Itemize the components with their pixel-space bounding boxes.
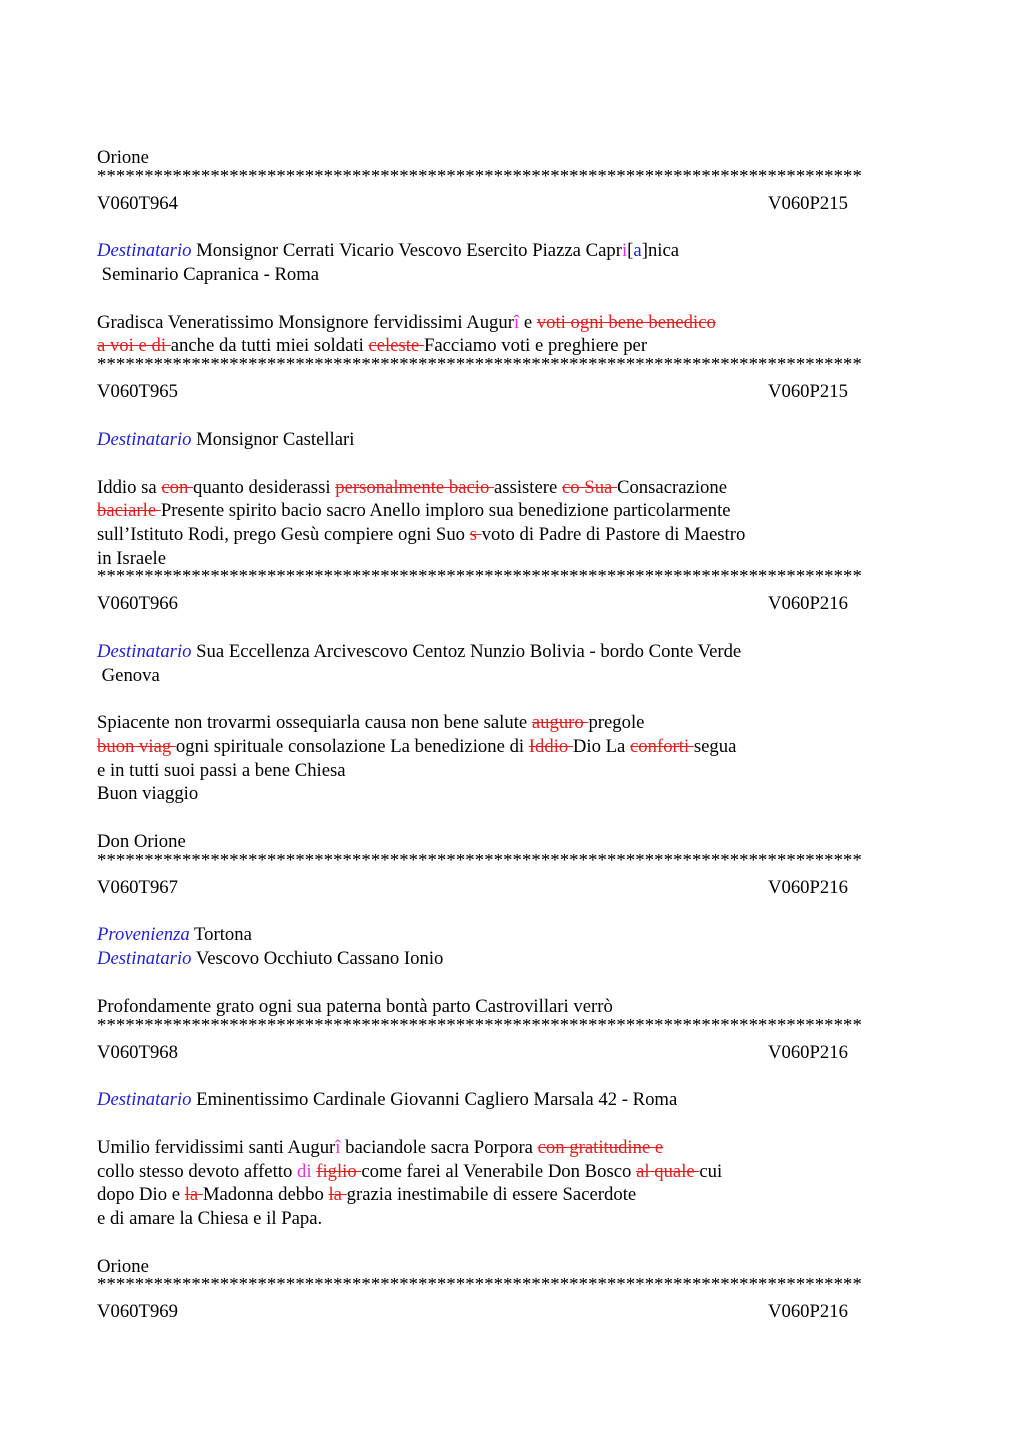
body-line: e in tutti suoi passi a bene Chiesa <box>97 759 346 781</box>
deleted-text: la <box>328 1184 347 1206</box>
separator: ********************************************************************************* <box>97 570 862 585</box>
telegram-id: V060T964 <box>97 192 178 214</box>
telegram-id: V060T967 <box>97 876 178 898</box>
recipient-label: Destinatario <box>97 240 192 262</box>
body-line: e di amare la Chiesa e il Papa. <box>97 1207 323 1229</box>
recipient-line: Destinatario Sua Eccellenza Arcivescovo Centoz Nunzio Bolivia - bordo Conte Verde <box>97 640 742 662</box>
deleted-text: con <box>161 476 194 498</box>
body-line: Gradisca Veneratissimo Monsignore fervidissimi Augurî e voti ogni bene benedico <box>97 311 716 333</box>
separator: ********************************************************************************* <box>97 358 862 373</box>
deleted-text: auguro <box>531 712 589 734</box>
deleted-text: Iddio <box>528 736 573 757</box>
body-line: Profondamente grato ogni sua paterna bontà parto Castrovillari verrò <box>97 995 613 1017</box>
recipient-label: Destinatario <box>97 640 192 662</box>
signature: Orione <box>97 1255 149 1277</box>
origin-label: Provenienza <box>97 924 190 946</box>
deleted-text: la <box>184 1184 203 1206</box>
body-line: buon viag ogni spirituale consolazione La benedizione di Iddio Dio La conforti segua <box>97 736 737 757</box>
recipient-label: Destinatario <box>97 428 192 450</box>
page-id: V060P216 <box>768 876 848 898</box>
separator: ********************************************************************************* <box>97 169 862 184</box>
deleted-text: voti ogni bene benedico <box>536 311 716 333</box>
deleted-text: figlio <box>316 1160 362 1182</box>
page-id: V060P215 <box>768 192 848 214</box>
page-id: V060P215 <box>768 381 848 403</box>
body-line: collo stesso devoto affetto di figlio come farei al Venerabile Don Bosco al quale cui <box>97 1160 723 1182</box>
body-line: in Israele <box>97 547 167 569</box>
recipient-line-2: Genova <box>97 664 160 686</box>
origin-line: Provenienza Tortona <box>97 924 252 946</box>
deleted-text: baciarle <box>97 500 161 522</box>
deleted-text: al quale <box>636 1160 700 1182</box>
body-line: baciarle Presente spirito bacio sacro Anello imploro sua benedizione particolarmente <box>97 500 731 522</box>
separator: ********************************************************************************* <box>97 1278 862 1293</box>
entry-header <box>97 1041 927 1065</box>
telegram-id: V060T965 <box>97 381 178 403</box>
body-line: dopo Dio e la Madonna debbo la grazia inestimabile di essere Sacerdote <box>97 1184 637 1206</box>
deleted-text: co Sua <box>561 476 617 498</box>
separator: ********************************************************************************* <box>97 1018 862 1033</box>
entry-header <box>97 380 927 404</box>
recipient-label: Destinatario <box>97 948 192 970</box>
deleted-text: conforti <box>630 736 694 757</box>
signature: Orione <box>97 147 149 168</box>
page-id: V060P216 <box>768 1301 848 1323</box>
body-line: Spiacente non trovarmi ossequiarla causa non bene salute auguro pregole <box>97 712 645 734</box>
entry-header <box>97 1300 927 1324</box>
body-line: sull’Istituto Rodi, prego Gesù compiere ogni Suo s voto di Padre di Pastore di Maestro <box>97 523 746 545</box>
telegram-id: V060T969 <box>97 1301 178 1323</box>
body-line: Iddio sa con quanto desiderassi personalmente bacio assistere co Sua Consacrazione <box>97 476 727 498</box>
recipient-line: Destinatario Monsignor Cerrati Vicario Vescovo Esercito Piazza Capri[a]nica <box>97 240 680 262</box>
recipient-line-2: Seminario Capranica - Roma <box>97 264 320 286</box>
body-line: a voi e di anche da tutti miei soldati celeste Facciamo voti e preghiere per <box>97 335 648 357</box>
entry-header <box>97 192 927 216</box>
document-page <box>97 146 927 1324</box>
telegram-id: V060T966 <box>97 593 178 615</box>
signature: Don Orione <box>97 831 186 853</box>
page-id: V060P216 <box>768 593 848 615</box>
page-id: V060P216 <box>768 1041 848 1063</box>
deleted-text: a voi e di <box>97 335 171 357</box>
deleted-text: celeste <box>368 335 424 357</box>
recipient-label: Destinatario <box>97 1089 192 1111</box>
deleted-text: s <box>469 523 482 545</box>
body-line: Umilio fervidissimi santi Augurî baciandole sacra Porpora con gratitudine e <box>97 1136 664 1158</box>
deleted-text: buon viag <box>97 736 176 757</box>
recipient-line: Destinatario Eminentissimo Cardinale Giovanni Cagliero Marsala 42 - Roma <box>97 1089 678 1111</box>
deleted-text: personalmente bacio <box>335 476 494 498</box>
entry-header <box>97 592 927 616</box>
separator: ********************************************************************************* <box>97 853 862 868</box>
recipient-line: Destinatario Monsignor Castellari <box>97 428 355 450</box>
deleted-text: con gratitudine e <box>537 1136 664 1158</box>
body-line: Buon viaggio <box>97 783 199 805</box>
telegram-id: V060T968 <box>97 1041 178 1063</box>
recipient-line: Destinatario Vescovo Occhiuto Cassano Ionio <box>97 948 444 970</box>
entry-header <box>97 876 927 900</box>
